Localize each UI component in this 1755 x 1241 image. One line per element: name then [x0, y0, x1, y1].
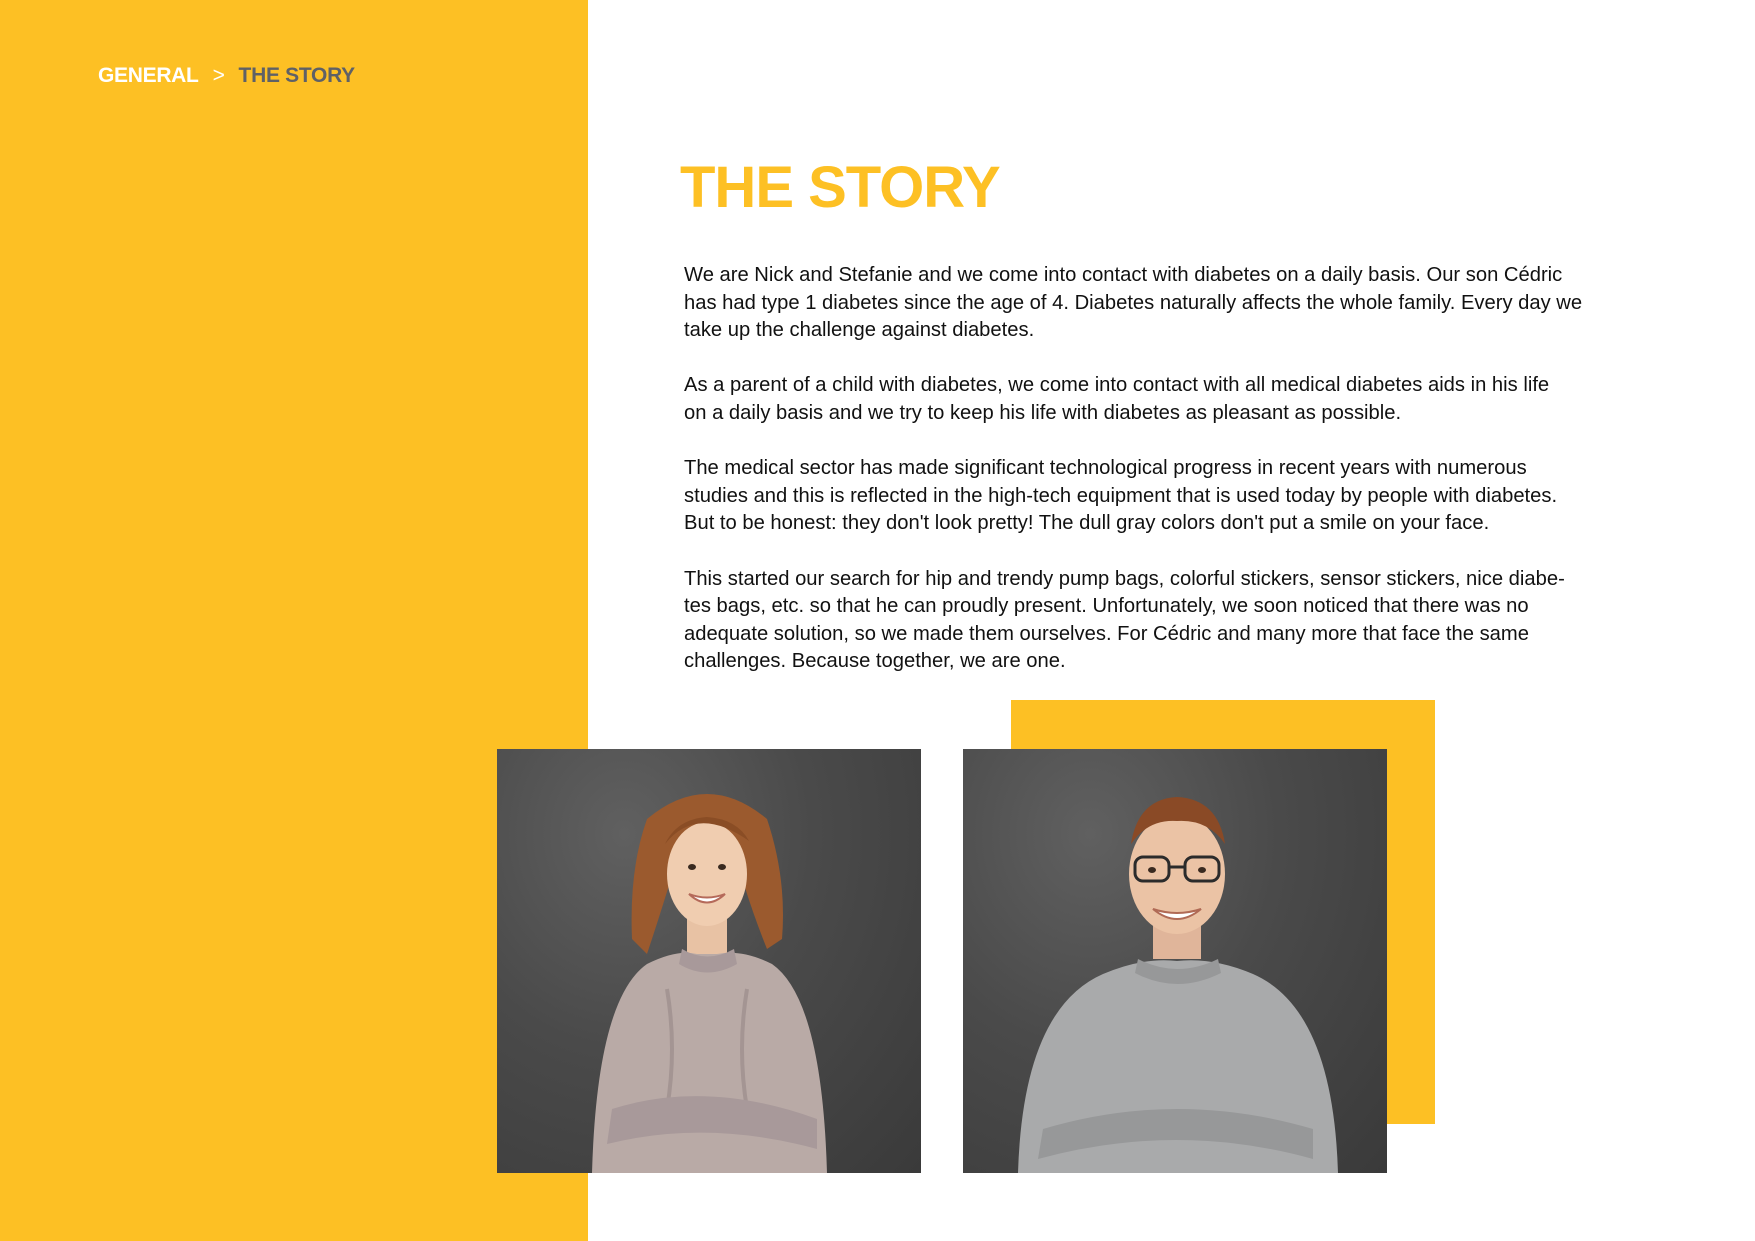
portrait-photo-man: [963, 749, 1387, 1173]
story-body: [684, 262, 1644, 704]
breadcrumb: [98, 64, 355, 88]
page-title: THE STORY: [680, 155, 1000, 220]
breadcrumb-current: THE STORY: [238, 64, 355, 87]
breadcrumb-general-link[interactable]: GENERAL: [98, 64, 199, 87]
story-paragraph: As a parent of a child with diabetes, we come into contact with all medical diabetes aids in his life on a daily basis and we try to keep his life with diabetes as pleasant as possible.: [684, 374, 1550, 424]
story-paragraph: The medical sector has made significant technological progress in recent years with numerous studies and this is reflected in the high-tech equipment that is used today by people with diabetes. But to be honest: they don't look pretty! The dull gray colors don't put a smile on your face.: [684, 457, 1558, 535]
portrait-photo-woman: [497, 749, 921, 1173]
breadcrumb-separator: >: [212, 64, 225, 87]
story-paragraph: We are Nick and Stefanie and we come into contact with diabetes on a daily basis. Our son Cédric has had type 1 diabetes since the age of 4. Diabetes naturally affects the whole family. Every day we take up the challenge against diabetes.: [684, 264, 1583, 342]
woman-illustration: [497, 749, 921, 1173]
man-illustration: [963, 749, 1387, 1173]
story-paragraph: This started our search for hip and trendy pump bags, colorful stickers, sensor stickers, nice diabe- tes bags, etc. so that he can proudly present. Unfortunately, we soon noticed that there was no adequate solution, so we made them ourselves. For Cédric and many more that face the same challenges. Because together, we are one.: [684, 567, 1565, 673]
